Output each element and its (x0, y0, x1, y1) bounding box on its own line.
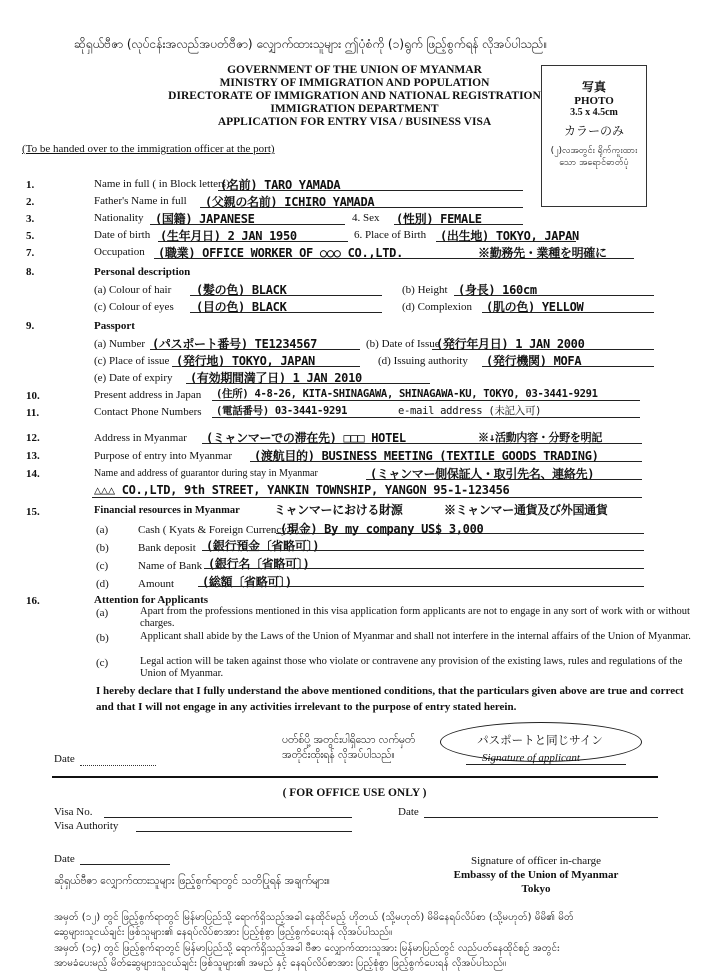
bottom-note-1a: အမှတ် (၁၂) တွင် ဖြည့်စွက်ရာတွင် မြန်မာပြည်သို့ ရောက်ရှိသည့်အခါ နေထိုင်မည့် ဟိုတယ် (သို့မဟုတ်) မိမိနေရပ်လိပ်စာ (သို့မဟုတ်) မိမိ၏ မိတ် (54, 912, 574, 923)
office-date2-label: Date (54, 853, 75, 865)
handed-over-note: (To be handed over to the immigration officer at the port) (22, 143, 275, 155)
field-2-number: 2. (26, 196, 35, 208)
bottom-notes-heading: ဆိုရှယ်ဗီဇာ လျှောက်ထားသူများ ဖြည့်စွက်ရာတွင် သတိပြုရန် အချက်များ။ (54, 875, 330, 887)
field-complexion-line (482, 312, 654, 313)
office-date-label: Date (398, 806, 419, 818)
photo-size: 3.5 x 4.5cm (570, 107, 618, 118)
section-8-number: 8. (26, 266, 35, 278)
field-guarantor-line (366, 479, 642, 480)
field-address-myanmar-value: (ミャンマーでの滞在先) □□□ HOTEL (206, 431, 406, 445)
field-amount-value: (総額〔省略可〕) (202, 575, 292, 589)
field-bank-deposit-key: (b) (96, 542, 109, 554)
photo-label-jp: 写真 (581, 80, 606, 94)
officer-signature-label: Signature of officer in-charge (470, 855, 601, 867)
field-expiry-line (186, 383, 430, 384)
field-name-value: (名前) TARO YAMADA (220, 178, 341, 192)
field-issuing-authority-value: (発行機関) MOFA (486, 354, 582, 368)
field-issue-place-value: (発行地) TOKYO, JAPAN (176, 354, 315, 368)
field-bank-deposit-value: (銀行預金〔省略可〕) (206, 539, 320, 553)
field-5-number: 5. (26, 230, 35, 242)
field-name-line (218, 190, 523, 191)
field-guarantor-label: Name and address of guarantor during stay in Myanmar (94, 468, 318, 479)
field-11-number: 11. (26, 407, 40, 419)
office-separator (52, 776, 658, 778)
field-13-number: 13. (26, 450, 40, 462)
attention-b-key: (b) (96, 632, 109, 644)
declaration: I hereby declare that I fully understand the above mentioned conditions, that the particulars given above are true and correct and that I will not engage in any activities irrelevant to the purpose of entry stated herein. (96, 685, 684, 713)
field-dob-label: Date of birth (94, 229, 151, 241)
field-dob-line (158, 241, 348, 242)
field-father-label: Father's Name in full (94, 195, 187, 207)
field-purpose-label: Purpose of entry into Myanmar (94, 450, 233, 462)
field-dob-value: (生年月日) 2 JAN 1950 (160, 229, 297, 243)
field-amount-label: Amount (138, 578, 175, 590)
field-pob-label: 6. Place of Birth (354, 229, 427, 241)
photo-label-en: PHOTO (574, 95, 614, 107)
field-hair-value: (髪の色) BLACK (196, 283, 287, 297)
section-16-number: 16. (26, 595, 40, 607)
bottom-note-2a: အမှတ် (၁၄) တွင် ဖြည့်စွက်ရာတွင် မြန်မာပြည်သို့ ရောက်ရှိသည့်အခါ ဗီဇာ လျှောက်ထားသူအား မြန်မာပြည်တွင် လည်ပတ်နေထိုင်စဉ် အတွင်း (54, 943, 560, 954)
financial-resources-heading: Financial resources in Myanmar (94, 505, 240, 516)
field-passport-number-line (150, 349, 360, 350)
field-occupation-note: ※勤務先・業種を明確に (478, 246, 607, 260)
visa-no-label: Visa No. (54, 806, 93, 818)
field-issuing-authority-line (482, 366, 654, 367)
field-issue-date-label: (b) Date of Issue (366, 338, 440, 350)
field-eyes-value: (目の色) BLACK (196, 300, 287, 314)
field-pob-value: (出生地) TOKYO, JAPAN (440, 229, 579, 243)
field-purpose-value: (渡航目的) BUSINESS MEETING (TEXTILE GOODS TRADING) (254, 449, 599, 463)
top-instruction: ဆိုရှယ်ဗီဇာ (လုပ်ငန်းအလည်အပတ်ဗီဇာ) လျှောက်ထားသူများ ဤပုံစံကို (၁)ရွက် ဖြည့်စွက်ရန် လိုအပ်ပါသည်။ (74, 37, 548, 51)
field-issue-date-value: (発行年月日) 1 JAN 2000 (436, 337, 585, 351)
field-height-label: (b) Height (402, 284, 448, 296)
field-amount-line (198, 586, 644, 587)
bottom-note-1b: ဆွေများ၊သူငယ်ချင်း ဖြစ်သူများ၏ နေရပ်လိပ်စာအား ပြည့်စုံစွာ ဖြည့်စွက်ပေးရန် လိုအပ်ပါသည်။ (54, 927, 393, 938)
field-nationality-line (150, 224, 345, 225)
field-email-value: e-mail address (未記入可) (398, 405, 542, 417)
field-bank-name-line (204, 568, 644, 569)
embassy-label: Embassy of the Union of Myanmar (453, 869, 619, 881)
header-directorate: DIRECTORATE OF IMMIGRATION AND NATIONAL REGISTRATION (168, 90, 541, 102)
passport-heading: Passport (94, 320, 135, 332)
office-date-line (424, 817, 658, 818)
photo-box (541, 65, 647, 207)
signature-label: Signature of applicant (482, 752, 580, 764)
signature-note-my: ပတ်စ်ပို့ အတွင်းပါရှိသော လက်မှတ် အတိုင်းထိုးရန် လိုအပ်ပါသည်။ (282, 734, 416, 761)
field-sex-value: (性別) FEMALE (396, 212, 482, 226)
header-government: GOVERNMENT OF THE UNION OF MYANMAR (227, 64, 482, 76)
field-7-number: 7. (26, 247, 35, 259)
visa-authority-line (136, 831, 352, 832)
header-department: IMMIGRATION DEPARTMENT (270, 103, 439, 115)
field-occupation-label: Occupation (94, 246, 145, 258)
field-complexion-label: (d) Complexion (402, 301, 472, 313)
field-phone-label: Contact Phone Numbers (94, 406, 202, 418)
field-bank-name-key: (c) (96, 560, 109, 572)
field-hair-line (190, 295, 382, 296)
field-height-line (454, 295, 654, 296)
office-use-title: ( FOR OFFICE USE ONLY ) (282, 787, 427, 799)
field-issue-place-label: (c) Place of issue (94, 355, 170, 367)
field-guarantor-value-2: △△△ CO.,LTD, 9th STREET, YANKIN TOWNSHIP, YANGON 95-1-123456 (94, 483, 510, 497)
personal-description-heading: Personal description (94, 266, 191, 278)
field-10-number: 10. (26, 390, 40, 402)
field-address-myanmar-label: Address in Myanmar (94, 432, 187, 444)
field-12-number: 12. (26, 432, 40, 444)
field-pob-line (436, 241, 576, 242)
attention-c: Legal action will be taken against those who violate or contravene any provision of the existing laws, rules and regulations of the Union of Myanmar. (140, 656, 683, 679)
field-address-japan-value: (住所) 4-8-26, KITA-SHINAGAWA, SHINAGAWA-KU, TOKYO, 03-3441-9291 (216, 388, 598, 400)
field-occupation-line (154, 258, 634, 259)
field-complexion-value: (肌の色) YELLOW (486, 300, 584, 314)
field-issuing-authority-label: (d) Issuing authority (378, 355, 468, 367)
field-bank-deposit-line (202, 550, 644, 551)
date-line (80, 765, 156, 766)
field-father-value: (父親の名前) ICHIRO YAMADA (205, 195, 375, 209)
field-father-line (200, 207, 523, 208)
field-bank-deposit-label: Bank deposit (138, 542, 196, 554)
attention-a-key: (a) (96, 607, 109, 619)
visa-no-line (104, 817, 352, 818)
field-guarantor-line-2 (92, 497, 642, 498)
field-cash-key: (a) (96, 524, 109, 536)
date-label: Date (54, 753, 75, 765)
field-sex-label: 4. Sex (352, 212, 380, 224)
attention-a: Apart from the professions mentioned in this visa application form applicants are not to engage in any sort of work with or without charges. (140, 606, 690, 629)
embassy-city: Tokyo (521, 883, 551, 895)
photo-note-my: (၂)လအတွင်း ရိုက်ကူးထားသော အရောင်ဓာတ်ပုံ (550, 146, 638, 168)
field-address-japan-label: Present address in Japan (94, 389, 202, 401)
financial-resources-jp: ミャンマーにおける財源 (274, 503, 403, 517)
header-ministry: MINISTRY OF IMMIGRATION AND POPULATION (219, 77, 490, 89)
field-sex-line (394, 224, 523, 225)
attention-c-key: (c) (96, 657, 109, 669)
field-address-myanmar-note: ※↓活動内容・分野を明記 (478, 431, 603, 444)
section-15-number: 15. (26, 506, 40, 518)
signature-line (466, 764, 626, 765)
form-title: APPLICATION FOR ENTRY VISA / BUSINESS VISA (217, 116, 492, 128)
field-hair-label: (a) Colour of hair (94, 284, 172, 296)
field-passport-number-label: (a) Number (94, 338, 146, 350)
field-1-number: 1. (26, 179, 35, 191)
field-passport-number-value: (パスポート番号) TE1234567 (152, 337, 317, 351)
visa-authority-label: Visa Authority (54, 820, 119, 832)
field-expiry-value: (有効期間満了日) 1 JAN 2010 (190, 371, 362, 385)
field-purpose-line (250, 461, 642, 462)
field-phone-line (212, 417, 640, 418)
field-nationality-value: (国籍) JAPANESE (155, 212, 255, 226)
field-address-japan-line (212, 400, 640, 401)
field-name-label: Name in full ( in Block letters) (94, 178, 230, 190)
bottom-note-2b: အာမခံပေးမည့် မိတ်ဆွေများ၊သူငယ်ချင်း ဖြစ်သူများ၏ အမည် နှင့် နေရပ်လိပ်စာအား ပြည့်စုံစွာ ဖြည့်စွက်ပေးရန် လိုအပ်ပါသည်။ (54, 958, 507, 969)
field-expiry-label: (e) Date of expiry (94, 372, 173, 384)
signature-oval-text: パスポートと同じサイン (477, 733, 603, 747)
field-amount-key: (d) (96, 578, 109, 590)
field-cash-label: Cash ( Kyats & Foreign Currency ) (138, 524, 294, 536)
field-height-value: (身長) 160cm (458, 283, 537, 297)
photo-color-only: カラーのみ (563, 124, 624, 138)
field-phone-value: (電話番号) 03-3441-9291 (216, 405, 348, 417)
field-14-number: 14. (26, 468, 40, 480)
field-issue-place-line (172, 366, 360, 367)
attention-heading: Attention for Applicants (94, 594, 209, 606)
field-eyes-line (190, 312, 382, 313)
field-occupation-value: (職業) OFFICE WORKER OF ○○○ CO.,LTD. (158, 246, 403, 260)
field-3-number: 3. (26, 213, 35, 225)
field-cash-value: (現金) By my company US$ 3,000 (280, 522, 484, 536)
financial-resources-note: ※ミャンマー通貨及び外国通貨 (444, 503, 608, 517)
field-bank-name-label: Name of Bank (138, 560, 203, 572)
field-cash-line (276, 533, 644, 534)
field-guarantor-value: (ミャンマー側保証人・取引先名、連絡先) (370, 467, 595, 481)
field-eyes-label: (c) Colour of eyes (94, 301, 174, 313)
field-issue-date-line (432, 349, 654, 350)
section-9-number: 9. (26, 320, 35, 332)
office-date2-line (80, 864, 170, 865)
field-bank-name-value: (銀行名〔省略可〕) (208, 557, 310, 571)
attention-b: Applicant shall abide by the Laws of the Union of Myanmar and shall not interfere in the internal affairs of the Union of Myanmar. (140, 631, 691, 642)
field-nationality-label: Nationality (94, 212, 144, 224)
field-address-myanmar-line (202, 443, 642, 444)
